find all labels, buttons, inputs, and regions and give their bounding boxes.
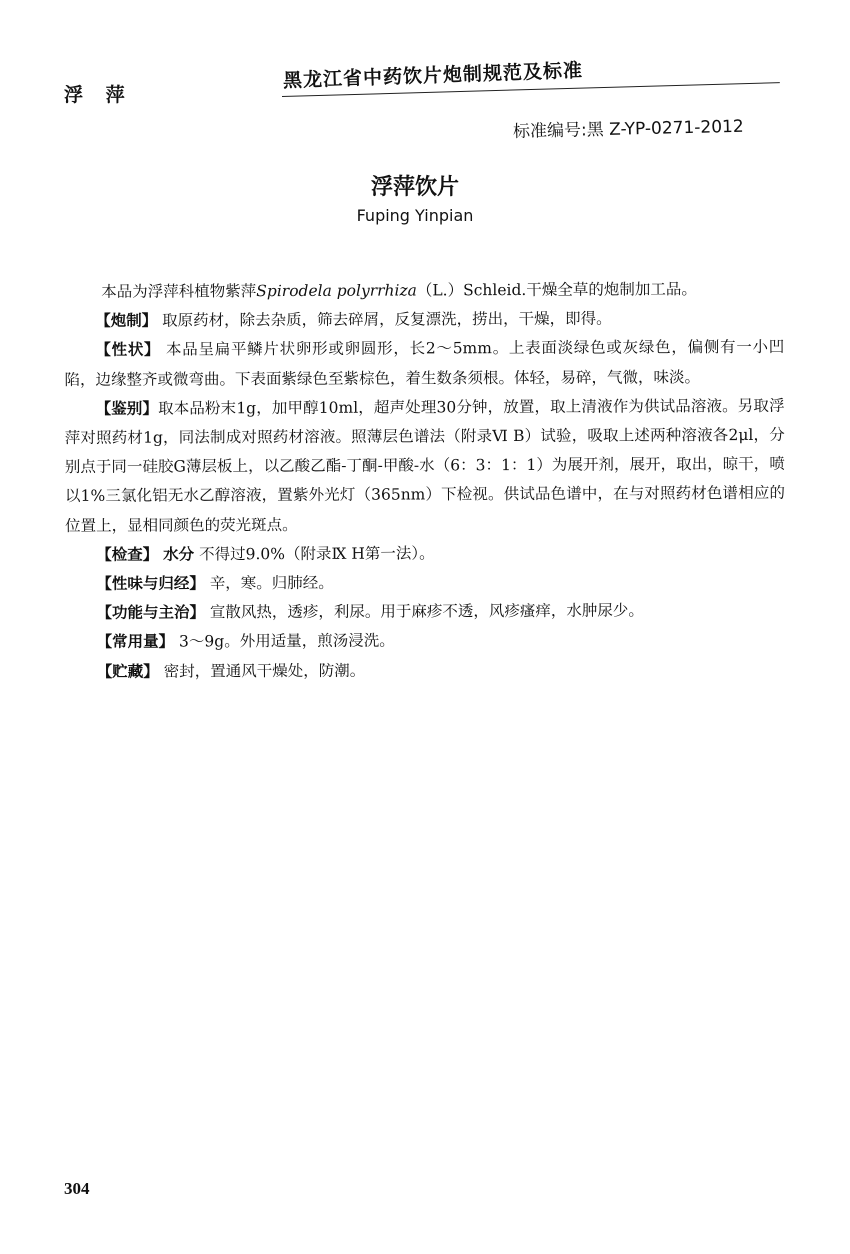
section-function-indication [65,596,785,628]
page-number: 304 [64,1179,90,1198]
section-label: 【检查】 [96,545,159,564]
section-storage [66,654,786,686]
section-label: 【鉴别】 [95,399,159,418]
section-inspection [65,538,785,570]
section-text: 密封，置通风干燥处，防潮。 [163,661,366,681]
section-text: 宣散风热，透疹，利尿。用于麻疹不透，风疹瘙痒，水肿尿少。 [209,601,644,622]
intro-text-before: 本品为浮萍科植物紫萍 [101,282,257,301]
section-identification [65,392,786,541]
page-title: 浮萍饮片 [370,175,459,200]
standard-number: 标准编号:黑 Z-YP-0271-2012 [512,116,744,142]
running-header-section: 浮 萍 [64,84,133,106]
section-text: 取本品粉末1g，加甲醇10ml，超声处理30分钟，放置，取上清液作为供试品溶液。另取浮萍对照药材1g，同法制成对照药材溶液。照薄层色谱法（附录Ⅵ B）试验，吸取上述两种溶液各2μl，分别点于同一硅胶G薄层板上，以乙酸乙酯-丁酮-甲酸-水（6：3：1：1）为展开剂，展开，取出，晾干，喷以1%三氯化铝无水乙醇溶液，置紫外光灯（365nm）下检视。供试品色谱中，在与对照药材色谱相应的位置上，显相同颜色的荧光斑点。 [64,396,785,535]
section-dosage [66,625,786,657]
section-sublabel: 水分 [163,545,195,564]
section-text: 3～9g。外用适量，煎汤浸洗。 [179,631,395,651]
section-label: 【常用量】 [96,632,175,652]
intro-text-after: （L.）Schleid.干燥全草的炮制加工品。 [416,280,697,300]
section-text: 取原药材，除去杂质，筛去碎屑，反复漂洗，捞出，干燥，即得。 [162,309,612,330]
section-text: 不得过9.0%（附录Ⅸ H第一法）。 [199,544,435,564]
monograph-body [64,275,786,687]
section-description [64,333,784,395]
section-nature-meridian [65,567,785,599]
section-label: 【炮制】 [95,311,158,331]
section-label: 【性状】 [95,340,161,360]
intro-paragraph [64,275,784,307]
section-label: 【功能与主治】 [96,603,206,623]
section-text: 辛，寒。归肺经。 [209,573,334,593]
page-subtitle: Fuping Yinpian [356,206,474,225]
section-text: 本品呈扁平鳞片状卵形或卵圆形，长2～5mm。上表面淡绿色或灰绿色，偏侧有一小凹陷，边缘整齐或微弯曲。下表面紫绿色至紫棕色，着生数条须根。体轻，易碎，气微，味淡。 [64,338,785,389]
section-processing [64,304,784,336]
running-header-title: 黑龙江省中药饮片炮制规范及标准 [282,59,584,92]
section-label: 【贮藏】 [96,662,159,681]
latin-species-name: Spirodela polyrrhiza [256,281,417,301]
section-label: 【性味与归经】 [96,574,205,593]
